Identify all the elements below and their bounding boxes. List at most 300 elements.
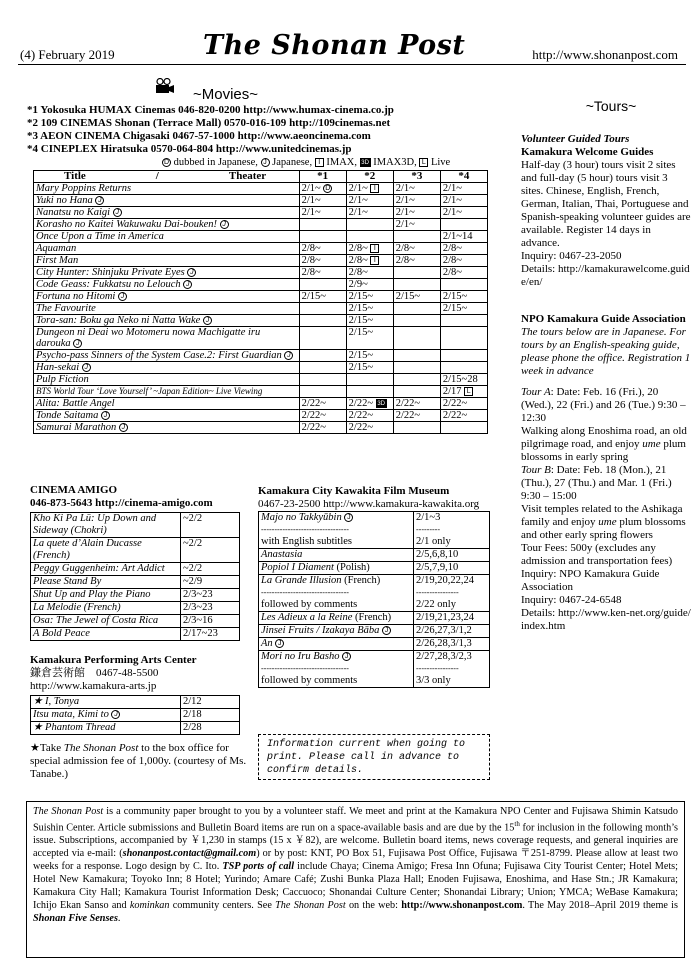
movie-title: Once Upon a Time in America — [36, 231, 164, 242]
table-row — [31, 602, 240, 615]
kawakita-title: Popiol I Diament — [261, 562, 334, 574]
kawakita-line — [261, 638, 411, 650]
theater-name: Yokosuka HUMAX Cinemas — [40, 104, 179, 116]
date-text: 2/1~ — [395, 183, 415, 194]
movie-title-cell — [34, 279, 300, 291]
date-text: 2/22~ — [442, 398, 468, 409]
table-row — [34, 183, 488, 195]
theater-list — [27, 104, 394, 156]
movie-title-cell — [34, 422, 300, 434]
mark-j-icon: J — [119, 423, 128, 432]
movie-title-cell — [34, 303, 300, 315]
date-text: 2/1~ — [348, 207, 368, 218]
movie-title: Psycho-pass Sinners of the System Case.2: First Guardian — [36, 350, 282, 361]
date-text: 2/22~ — [395, 410, 421, 421]
kawakita-section — [258, 485, 490, 688]
movie-title-cell — [34, 291, 300, 303]
theater-2-date — [346, 410, 393, 422]
theater-url[interactable]: http://www.unitedcinemas.jp — [215, 143, 352, 155]
issue-date: (4) February 2019 — [20, 47, 115, 62]
date-text: 2/8~ — [348, 267, 368, 278]
theater-4-date — [440, 362, 487, 374]
theater-3-date — [393, 183, 440, 195]
mark-j-icon: J — [73, 339, 82, 348]
kawakita-note: --------------------------------- — [261, 588, 349, 598]
amigo-date: ~2/2 — [181, 563, 240, 576]
movie-title-cell — [34, 374, 300, 386]
mark-l-icon: L — [464, 387, 473, 396]
theater-1-date — [299, 279, 346, 291]
table-row — [259, 625, 490, 638]
theater-3-date — [393, 219, 440, 231]
amigo-lang: (French) — [33, 550, 70, 562]
theater-2-date — [346, 386, 393, 398]
tours-title: ~Tours~ — [585, 98, 637, 114]
theater-1-date — [299, 422, 346, 434]
kpac-title: Kamakura Performing Arts Center — [30, 654, 197, 666]
amigo-date: 2/3~16 — [181, 615, 240, 628]
table-row — [259, 549, 490, 562]
theater-2-date — [346, 350, 393, 362]
table-row — [259, 562, 490, 575]
date-text: 2/1~ — [301, 195, 321, 206]
table-row — [34, 207, 488, 219]
kawakita-title: Kamakura City Kawakita Film Museum — [258, 485, 450, 497]
table-header-title: Title / Theater — [34, 171, 300, 183]
tours-column — [521, 100, 691, 633]
theater-4-date — [440, 303, 487, 315]
kawakita-table — [258, 511, 490, 688]
theater-phone: 0467-57-1000 — [172, 130, 238, 142]
date-text: 2/1~14 — [442, 231, 473, 242]
theater-1-date — [299, 303, 346, 315]
tour-b-date: Tour B: Date: Feb. 18 (Mon.), 21 (Thu.), 27 (Thu.) and Mar. 1 (Fri.) 9:30 – 15:00 — [521, 464, 672, 502]
kawakita-line — [261, 536, 411, 548]
kpac-jp-name: 鎌倉芸術館 — [30, 667, 85, 680]
kawakita-note: --------------------------------- — [261, 664, 349, 674]
legend-3d-icon: 3D — [361, 160, 369, 166]
table-row — [259, 651, 490, 688]
theater-1-date — [299, 219, 346, 231]
mark-3d-icon: 3D — [377, 401, 385, 407]
table-row — [34, 422, 488, 434]
table-row — [31, 576, 240, 589]
theater-1-date — [299, 267, 346, 279]
movie-title-cell — [34, 410, 300, 422]
date-text: 2/15~ — [301, 291, 326, 302]
kawakita-line — [261, 562, 411, 574]
mark-j-icon: J — [118, 292, 127, 301]
date-text: 2/8~ — [395, 243, 415, 254]
header-url[interactable]: http://www.shonanpost.com — [532, 47, 678, 62]
about-footer: The Shonan Post is a community paper brought to you by a volunteer staff. We meet and print at the Kamakura NPO Center and Fujisawa Shimin Katsudo Suishin Center. Article submissions and Bulletin Board items are run on a space-available basis and are due by the 15th for inclusion in the following month’s issue. Subscriptions, accompanied by ￥1,230 in stamps (15 x ￥82), are welcome. Bulletin board items, news coverage requests, and general inquiries are accepted via e-mail: (shonanpost.contact@gmail.com) or by post: KNT, PO Box 51, Fujisawa Post Office, Fujisawa 〒251-8799. Please allow at least two weeks for a response. Logo design by C. Ito. TSP ports of call include Chaya; Cinema Amigo; Fresa Inn Ofuna; Fujisawa City Tourist Center; Hotel Mets; Hotel New Kamakura; Toyoko Inn; 8 Hotel; Yurindo; Amare Café; Zushi Bunka Plaza Hall; Enoden Fujisawa, Enoshima, and Hase Stn.; JR Kamakura; Kamakura City Hall; Kamakura Tourist Information Desk; Caccuoco; Shonandai Culture Center; Shonandai Library; Union; YMCA; WeBase Kamakura; Ichijo Ekan Sanso and kominkan community centers. See The Shonan Post on the web: http://www.shonanpost.com. The May 2018–April 2019 theme is Shonan Five Senses. — [26, 801, 685, 958]
kawakita-date: 2/1~3 — [416, 512, 441, 524]
tour-a-date: Tour A: Date: Feb. 16 (Fri.), 20 (Wed.), 22 (Fri.) and 26 (Tue.) 9:30 – 12:30 — [521, 386, 686, 424]
amigo-date: 2/17~23 — [181, 628, 240, 641]
mark-j-icon: J — [342, 652, 351, 661]
theater-1-date — [299, 183, 346, 195]
mark-d-icon: D — [325, 185, 331, 192]
npo-inquiry-name: Inquiry: NPO Kamakura Guide Association — [521, 568, 660, 593]
movie-title-cell — [34, 207, 300, 219]
legend-l-icon: L — [419, 158, 428, 167]
kpac-title: Phantom Thread — [45, 722, 116, 734]
movie-title: Samurai Marathon — [36, 422, 117, 433]
legend-label: IMAX3D, — [370, 157, 420, 168]
table-row — [259, 638, 490, 651]
theater-1-date — [299, 374, 346, 386]
table-row — [31, 628, 240, 641]
theater-1-date — [299, 398, 346, 410]
date-text: 2/1~ — [348, 195, 368, 206]
theater-3-date — [393, 279, 440, 291]
amigo-title-cell — [31, 615, 181, 628]
amigo-title: La quete d’Alain Ducasse — [33, 538, 142, 550]
amigo-title: La Melodie — [33, 602, 82, 614]
kawakita-title: Jinsei Fruits / Izakaya Bāba — [261, 625, 380, 637]
table-row — [34, 291, 488, 303]
theater-url[interactable]: http://www.humax-cinema.co.jp — [243, 104, 394, 116]
kawakita-date: 2/19,20,22,24 — [416, 575, 475, 587]
legend-label: IMAX, — [323, 157, 360, 168]
movie-title-cell — [34, 195, 300, 207]
movie-title: Nanatsu no Kaigi — [36, 207, 111, 218]
legend-label: Japanese, — [269, 157, 315, 168]
movie-title: Code Geass: Fukkatsu no Lelouch — [36, 279, 181, 290]
theater-1-date — [299, 410, 346, 422]
kawakita-title: Anastasia — [261, 549, 303, 561]
table-row — [34, 255, 488, 267]
theater-4-date — [440, 386, 487, 398]
date-text: 2/1~ — [442, 183, 462, 194]
movie-title: City Hunter: Shinjuku Private Eyes — [36, 267, 185, 278]
theater-4-date — [440, 315, 487, 327]
theater-1-date — [299, 350, 346, 362]
movie-title: Tora-san: Boku ga Neko ni Natta Wake — [36, 315, 201, 326]
theater-2-date — [346, 183, 393, 195]
theater-name: AEON CINEMA Chigasaki — [40, 130, 173, 142]
tour-b-desc: Visit temples related to the Ashikaga family and enjoy ume plum blossoms and other early spring flowers — [521, 503, 686, 541]
theater-3-date — [393, 195, 440, 207]
kawakita-title-cell — [259, 638, 414, 651]
kawakita-dates — [414, 575, 490, 612]
theater-1-date — [299, 315, 346, 327]
theater-2-date — [346, 315, 393, 327]
mark-j-icon: J — [82, 363, 91, 372]
mark-j-icon: J — [275, 639, 284, 648]
mark-i-icon: I — [370, 256, 379, 265]
cinema-amigo-section — [30, 484, 245, 641]
movie-title: Yuki no Hana — [36, 195, 93, 206]
kawakita-line — [261, 524, 411, 536]
theater-1-date — [299, 255, 346, 267]
theater-3-date — [393, 243, 440, 255]
theater-2-date — [346, 303, 393, 315]
movie-title-cell — [34, 183, 300, 195]
movie-title: Mary Poppins Returns — [36, 183, 132, 194]
amigo-title: Peggy Guggenheim: Art Addict — [33, 563, 165, 575]
amigo-lang: (Chokri) — [68, 525, 107, 537]
date-text: 2/1~ — [442, 207, 462, 218]
theater-num: *2 — [27, 117, 41, 129]
date-text: 2/22~ — [301, 410, 326, 421]
legend-label: dubbed in Japanese, — [171, 157, 261, 168]
movie-title: Dungeon ni Deai wo Motomeru nowa Machigatte iru darouka — [36, 327, 261, 349]
theater-url[interactable]: http://109cinemas.net — [289, 117, 391, 129]
theater-2-date — [346, 327, 393, 350]
theater-2-date — [346, 267, 393, 279]
theater-4-date — [440, 410, 487, 422]
movie-title: Korasho no Kaitei Wakuwaku Dai-bouken! — [36, 219, 218, 230]
mark-j-icon: J — [183, 280, 192, 289]
date-text: 2/8~ — [442, 267, 462, 278]
theater-4-date — [440, 327, 487, 350]
table-row — [259, 512, 490, 549]
vgt-heading: Volunteer Guided Tours — [521, 133, 630, 145]
kawakita-date: 2/5,6,8,10 — [416, 549, 459, 561]
movie-title-cell — [34, 219, 300, 231]
table-row — [34, 243, 488, 255]
theater-3-date — [393, 410, 440, 422]
kawakita-note: (Polish) — [333, 562, 370, 574]
theater-1-date — [299, 386, 346, 398]
table-row — [31, 696, 240, 709]
legend-j-icon: J — [261, 158, 270, 167]
kawakita-line — [261, 625, 411, 637]
format-legend — [162, 157, 450, 170]
date-text: 2/1~ — [395, 195, 415, 206]
movie-title: Aquaman — [36, 243, 77, 254]
kawakita-date: 2/26,27,3/1,2 — [416, 625, 472, 637]
theater-phone: 0570-016-109 — [223, 117, 290, 129]
theater-1-date — [299, 362, 346, 374]
theater-num: *1 — [27, 104, 41, 116]
mark-j-icon: J — [95, 196, 104, 205]
theater-4-date — [440, 291, 487, 303]
theater-3-date — [393, 398, 440, 410]
table-row — [34, 303, 488, 315]
movie-title-cell — [34, 315, 300, 327]
tour-fees: Tour Fees: 500y (excludes any admission and transportation fees) — [521, 542, 673, 567]
theater-3-date — [393, 362, 440, 374]
amigo-title-cell — [31, 576, 181, 589]
movie-title-cell — [34, 386, 300, 398]
theater-4-date — [440, 255, 487, 267]
kpac-title-cell — [31, 696, 181, 709]
amigo-title: Kho Ki Pa Lü: Up Down and Sideway — [33, 513, 157, 537]
date-text: 2/15~ — [348, 291, 374, 302]
kawakita-title: Les Adieux a la Reine — [261, 612, 353, 624]
kawakita-note: --------------------------------- — [261, 525, 349, 535]
kawakita-line — [261, 612, 411, 624]
masthead — [18, 30, 686, 68]
kawakita-date: 2/27,28,3/2,3 — [416, 651, 472, 663]
theater-1-date — [299, 231, 346, 243]
theater-url[interactable]: http://www.aeoncinema.com — [237, 130, 371, 142]
amigo-lang: (French) — [81, 602, 121, 614]
star-icon: ★ — [33, 696, 46, 708]
theater-3-date — [393, 267, 440, 279]
kawakita-date: ---------------- — [416, 664, 459, 674]
theater-2-date — [346, 231, 393, 243]
mark-j-icon: J — [344, 513, 353, 522]
kawakita-note: followed by comments — [261, 599, 358, 611]
kawakita-note: with English subtitles — [261, 536, 353, 548]
kpac-url[interactable]: http://www.kamakura-arts.jp — [30, 680, 157, 693]
movies-title: ~Movies~ — [193, 86, 259, 103]
kawakita-title: An — [261, 638, 273, 650]
mark-j-icon: J — [220, 220, 229, 229]
theater-2-date — [346, 374, 393, 386]
movie-title-cell — [34, 255, 300, 267]
npo-inquiry-phone: Inquiry: 0467-24-6548 — [521, 594, 622, 606]
kawakita-dates — [414, 638, 490, 651]
movie-title-cell — [34, 327, 300, 350]
theater-3-date — [393, 231, 440, 243]
kawakita-note: followed by comments — [261, 675, 358, 687]
kawakita-dates — [414, 562, 490, 575]
theater-2-date — [346, 207, 393, 219]
amigo-title: A Bold Peace — [33, 628, 90, 640]
kpac-date: 2/28 — [181, 722, 240, 735]
kpac-title: Itsu mata, Kimi to — [33, 709, 109, 721]
theater-1-date — [299, 327, 346, 350]
table-row — [34, 350, 488, 362]
theater-2-date — [346, 362, 393, 374]
kawakita-title: Mori no Iru Basho — [261, 651, 340, 663]
mark-j-icon: J — [382, 626, 391, 635]
date-text: 2/15~ — [395, 291, 421, 302]
theater-3-date — [393, 303, 440, 315]
date-text: 2/1~ — [395, 219, 415, 230]
date-text: 2/8~ — [348, 243, 368, 254]
theater-2-date — [346, 219, 393, 231]
theater-4-date — [440, 243, 487, 255]
theater-line — [27, 130, 394, 143]
table-row — [31, 513, 240, 538]
date-text: 2/8~ — [442, 255, 462, 266]
theater-1-date — [299, 207, 346, 219]
kpac-title-cell — [31, 709, 181, 722]
kawakita-line — [261, 512, 411, 524]
movie-title-cell — [34, 243, 300, 255]
theater-2-date — [346, 255, 393, 267]
legend-label: Live — [428, 157, 451, 168]
date-text: 2/9~ — [348, 279, 368, 290]
kawakita-title-cell — [259, 512, 414, 549]
theater-3-date — [393, 327, 440, 350]
theater-4-date — [440, 267, 487, 279]
table-row — [31, 563, 240, 576]
kawakita-line — [261, 675, 411, 687]
date-text: 2/22~ — [442, 410, 468, 421]
kwg-details[interactable]: Details: http://kamakurawelcome.guide/en/ — [521, 263, 690, 288]
kawakita-line — [261, 575, 411, 587]
kawakita-line — [261, 599, 411, 611]
table-row — [34, 410, 488, 422]
npo-details[interactable]: Details: http://www.ken-net.org/guide/index.htm — [521, 607, 691, 632]
kawakita-line — [261, 587, 411, 599]
table-row — [34, 195, 488, 207]
theater-2-date — [346, 398, 393, 410]
movie-title: Han-sekai — [36, 362, 80, 373]
theater-1-date — [299, 291, 346, 303]
date-text: 2/15~28 — [442, 374, 478, 385]
table-row — [259, 612, 490, 625]
kpac-title-cell — [31, 722, 181, 735]
date-text: 2/15~ — [442, 303, 468, 314]
kawakita-dates — [414, 612, 490, 625]
movie-title: Fortuna no Hitomi — [36, 291, 116, 302]
amigo-date: ~2/2 — [181, 538, 240, 563]
date-text: 2/1~ — [442, 195, 462, 206]
kawakita-title: La Grande Illusion — [261, 575, 342, 587]
mark-j-icon: J — [284, 351, 293, 360]
theater-3-date — [393, 291, 440, 303]
kpac-section — [30, 654, 245, 735]
table-header-row — [34, 171, 488, 183]
kawakita-date: 2/26,28,3/1,3 — [416, 638, 472, 650]
theater-4-date — [440, 422, 487, 434]
info-notice-box: Information current when going to print. Please call in advance to confirm details. — [258, 734, 490, 780]
paper-title: The Shonan Post — [203, 30, 466, 61]
table-row — [34, 315, 488, 327]
footer-web-link[interactable]: http://www.shonanpost.com — [401, 900, 523, 912]
cinema-amigo-contact: 046-873-5643 http://cinema-amigo.com — [30, 497, 213, 510]
movie-title-cell — [34, 398, 300, 410]
date-text: 2/1~ — [301, 207, 321, 218]
table-row — [34, 231, 488, 243]
amigo-title: Please Stand By — [33, 576, 102, 588]
cinema-amigo-table — [30, 512, 240, 641]
kawakita-title-cell — [259, 549, 414, 562]
kpac-table — [30, 695, 240, 735]
amigo-title-cell — [31, 563, 181, 576]
table-header-col1: *1 — [299, 171, 346, 183]
theater-name: CINEPLEX Hiratsuka — [40, 143, 151, 155]
kawakita-date: 3/3 only — [416, 675, 451, 687]
kawakita-date: ---------------- — [416, 588, 459, 598]
table-header-col2: *2 — [346, 171, 393, 183]
date-text: 2/22~ — [301, 398, 326, 409]
theater-4-date — [440, 183, 487, 195]
kpac-date: 2/18 — [181, 709, 240, 722]
theater-1-date — [299, 195, 346, 207]
date-text: 2/15~ — [442, 291, 468, 302]
date-text: 2/8~ — [395, 255, 415, 266]
star-icon: ★ — [33, 722, 46, 734]
theater-2-date — [346, 243, 393, 255]
amigo-date: ~2/2 — [181, 513, 240, 538]
date-text: 2/8~ — [348, 255, 368, 266]
movie-title-cell — [34, 231, 300, 243]
kawakita-note: (French) — [341, 575, 381, 587]
table-row — [34, 327, 488, 350]
date-text: 2/22~ — [301, 422, 326, 433]
npo-intro: The tours below are in Japanese. For tours by an English-speaking guide, please phone the office. Registration 1 week in advance — [521, 326, 691, 377]
film-camera-icon — [155, 78, 175, 94]
kawakita-dates — [414, 625, 490, 638]
movie-title-cell — [34, 267, 300, 279]
movie-title: First Man — [36, 255, 79, 266]
theater-3-date — [393, 315, 440, 327]
date-text: 2/8~ — [442, 243, 462, 254]
date-text: 2/22~ — [395, 398, 421, 409]
date-text: 2/8~ — [301, 243, 321, 254]
date-text: 2/15~ — [348, 303, 374, 314]
table-row — [31, 615, 240, 628]
date-text: 2/22~ — [348, 410, 374, 421]
